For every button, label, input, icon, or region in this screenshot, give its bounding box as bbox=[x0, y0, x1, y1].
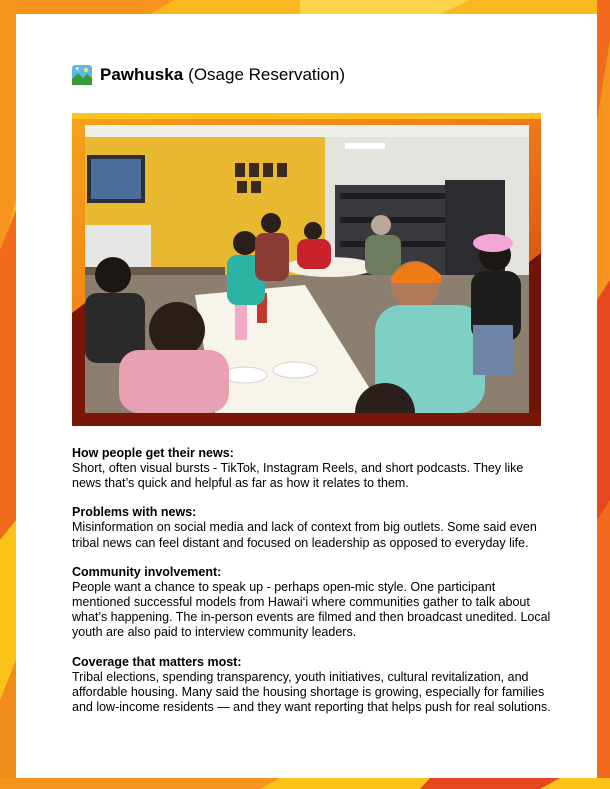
section-news-problems bbox=[72, 505, 552, 550]
section-body: Misinformation on social media and lack of context from big outlets. Some said even tribal news can feel distant and focused on leadership as opposed to everyday life. bbox=[72, 520, 537, 550]
community-meeting-photo bbox=[85, 125, 529, 413]
section-community-involvement bbox=[72, 565, 552, 641]
section-body: People want a chance to speak up - perhaps open-mic style. One participant mentioned successful models from Hawai‘i where communities gather to talk about what’s happening. The in-person events are filmed and then broadcast unedited. Local youth are also paid to interview community leaders. bbox=[72, 579, 551, 640]
section-heading: Community involvement: bbox=[72, 564, 222, 579]
heading-subtitle: (Osage Reservation) bbox=[188, 65, 345, 84]
section-heading: How people get their news: bbox=[72, 446, 234, 460]
section-body: Short, often visual bursts - TikTok, Instagram Reels, and short podcasts. They like news that’s quick and helpful as far as how it relates to them. bbox=[72, 461, 524, 491]
section-heading: Problems with news: bbox=[72, 505, 197, 520]
content-sections bbox=[72, 446, 552, 729]
heading-title: Pawhuska bbox=[100, 65, 184, 84]
page-heading bbox=[72, 64, 345, 86]
landscape-map-icon bbox=[72, 65, 92, 85]
section-heading: Coverage that matters most: bbox=[72, 654, 242, 669]
section-body: Tribal elections, spending transparency, youth initiatives, cultural revitalization, and affordable housing. Many said the housing shortage is growing, especially for families and low-income residents — and they want reporting that helps push for real solutions. bbox=[72, 669, 551, 715]
section-news-sources bbox=[72, 446, 552, 491]
section-coverage-priorities bbox=[72, 655, 552, 716]
